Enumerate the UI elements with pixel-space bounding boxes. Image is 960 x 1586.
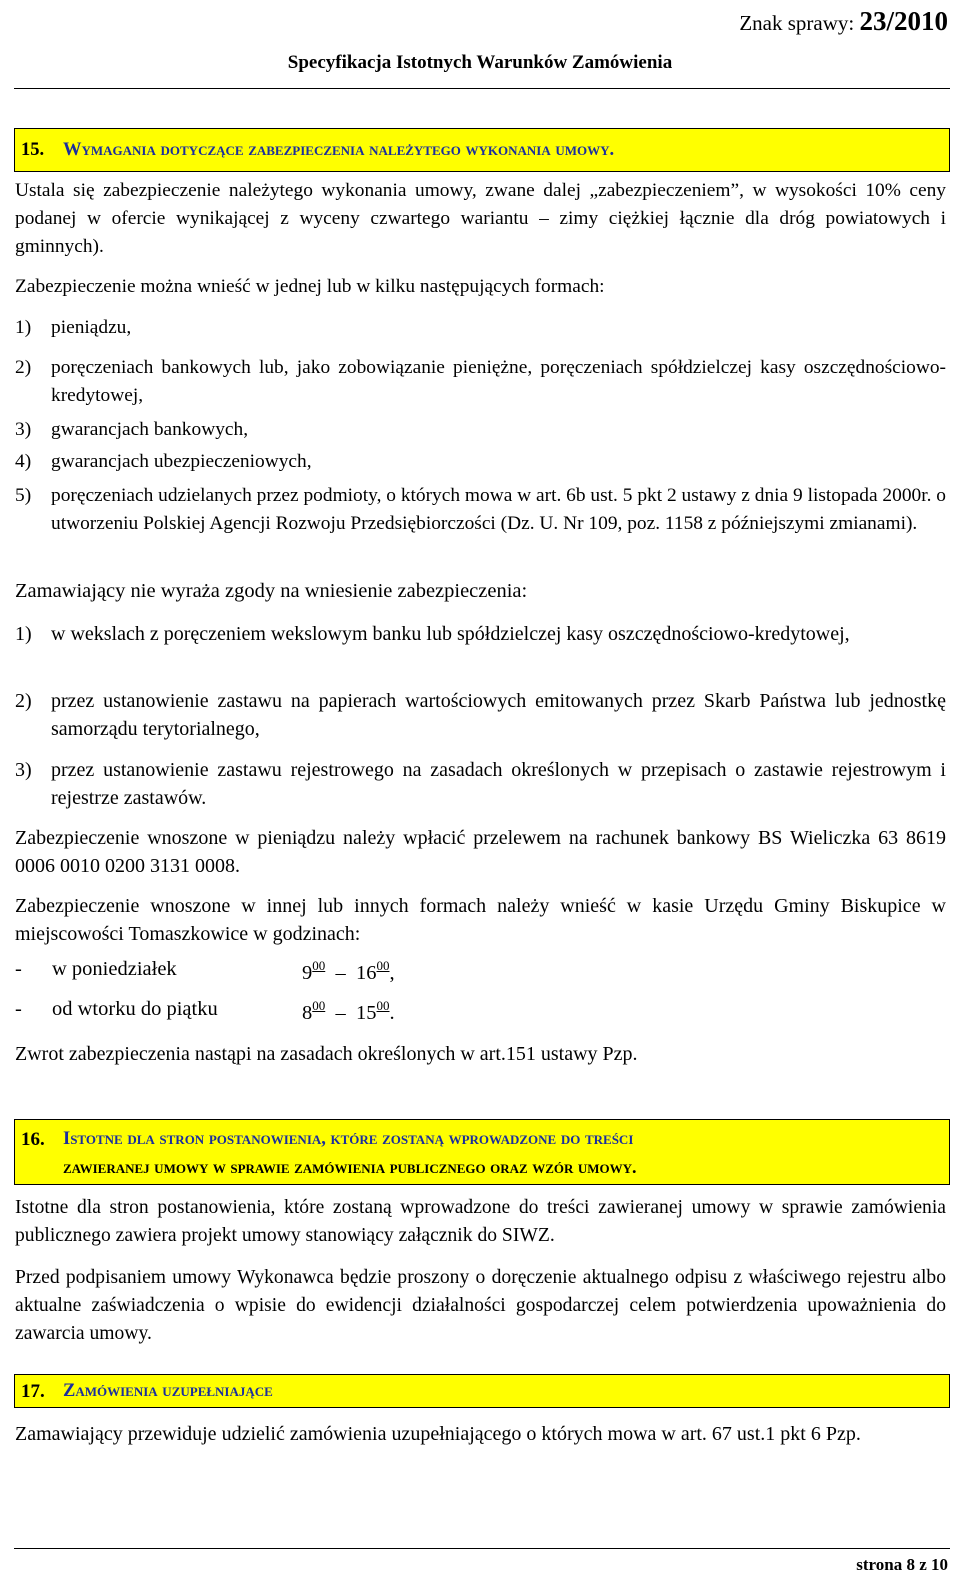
from-hour: 8 [302, 1002, 313, 1024]
case-number: 23/2010 [859, 6, 948, 36]
form-item [15, 314, 946, 342]
to-hour: 15 [356, 1002, 377, 1024]
item-text: gwarancjach bankowych, [51, 419, 249, 440]
hours-day: w poniedziałek [52, 958, 177, 980]
section-title: Zamówienia uzupełniające [63, 1381, 273, 1401]
section-15-heading [14, 128, 950, 172]
hours-range [302, 998, 395, 1025]
form-item [15, 482, 946, 538]
to-minute: 00 [376, 958, 390, 973]
item-number: 4) [15, 451, 32, 472]
spec-title: Specyfikacja Istotnych Warunków Zamówienia [287, 52, 673, 73]
item-number: 1) [15, 317, 32, 338]
item-text: gwarancjach ubezpieczeniowych, [51, 451, 312, 472]
item-text: przez ustanowienie zastawu rejestrowego na zasadach określonych w przepisach o zastawie rejestrowym i rejestrze zastawów. [51, 759, 946, 809]
item-number: 2) [15, 357, 32, 378]
section-17-p1: Zamawiający przewiduje udzielić zamówienia uzupełniającego o których mowa w art. 67 ust.1 pkt 6 Pzp. [15, 1423, 861, 1445]
item-number: 3) [15, 759, 32, 781]
item-number: 2) [15, 690, 32, 712]
no-consent-item [15, 756, 946, 812]
section-number: 17. [21, 1381, 45, 1402]
from-hour: 9 [302, 962, 313, 984]
no-consent-item [15, 687, 946, 743]
forms-intro: Zabezpieczenie można wnieść w jednej lub w kilku następujących formach: [15, 276, 605, 297]
to-hour: 16 [356, 962, 377, 984]
refund-info: Zwrot zabezpieczenia nastąpi na zasadach określonych w art.151 ustawy Pzp. [15, 1043, 638, 1065]
item-text: poręczeniach bankowych lub, jako zobowiązanie pieniężne, poręczeniach spółdzielczej kasy oszczędnościowo-kredytowej, [51, 357, 946, 406]
section-number: 15. [21, 140, 45, 160]
footer-divider [14, 1548, 950, 1549]
section-16-heading [14, 1119, 950, 1185]
item-number: 1) [15, 623, 32, 645]
hours-dash: - [15, 958, 22, 980]
item-text: pieniądzu, [51, 317, 132, 338]
case-number-header [739, 6, 948, 37]
section-15-intro: Ustala się zabezpieczenie należytego wykonania umowy, zwane dalej „zabezpieczeniem”, w wysokości 10% ceny podanej w ofercie wynikającej z wyceny czwartego wariantu – zimy ciężkiej łącznie dla dróg powiatowych i gminnych). [15, 180, 946, 257]
range-end: , [389, 962, 395, 984]
from-minute: 00 [312, 958, 326, 973]
hours-row [15, 998, 22, 1021]
no-consent-item [15, 620, 946, 648]
page-number: strona 8 z 10 [856, 1555, 948, 1574]
section-number: 16. [21, 1129, 45, 1150]
section-title-line1: Istotne dla stron postanowienia, które zostaną wprowadzone do treści [63, 1129, 634, 1149]
item-text: przez ustanowienie zastawu na papierach wartościowych emitowanych przez Skarb Państwa lub jednostkę samorządu terytorialnego, [51, 690, 946, 740]
range-dash: – [335, 1002, 346, 1024]
case-label: Znak sprawy: [739, 11, 855, 35]
item-number: 5) [15, 485, 32, 506]
section-16-p2: Przed podpisaniem umowy Wykonawca będzie proszony o doręczenie aktualnego odpisu z właściwego rejestru albo aktualne zaświadczenia o wpisie do ewidencji działalności gospodarczej celem potwierdzenia upoważnienia do zawarcia umowy. [15, 1267, 946, 1344]
item-number: 3) [15, 419, 32, 440]
hours-day: od wtorku do piątku [52, 998, 218, 1020]
hours-range [302, 958, 395, 985]
section-title: Wymagania dotyczące zabezpieczenia należytego wykonania umowy. [63, 140, 615, 160]
section-16-p1: Istotne dla stron postanowienia, które zostaną wprowadzone do treści zawieranej umowy w sprawie zamówienia publicznego zawiera projekt umowy stanowiący załącznik do SIWZ. [15, 1197, 946, 1246]
form-item [15, 354, 946, 410]
hours-dash: - [15, 998, 22, 1020]
form-item [15, 416, 946, 444]
cash-payment-info: Zabezpieczenie wnoszone w pieniądzu należy wpłacić przelewem na rachunek bankowy BS Wieliczka 63 8619 0006 0010 0200 3131 0008. [15, 827, 946, 877]
header-divider [14, 88, 950, 89]
to-minute: 00 [376, 998, 390, 1013]
item-text: w wekslach z poręczeniem wekslowym banku lub spółdzielczej kasy oszczędnościowo-kredytowej, [51, 623, 850, 645]
section-title-line2: zawieranej umowy w sprawie zamówienia publicznego oraz wzór umowy. [63, 1157, 637, 1177]
range-end: . [389, 1002, 395, 1024]
from-minute: 00 [312, 998, 326, 1013]
section-17-heading [14, 1374, 950, 1408]
range-dash: – [335, 962, 346, 984]
other-forms-info: Zabezpieczenie wnoszone w innej lub innych formach należy wnieść w kasie Urzędu Gminy Biskupice w miejscowości Tomaszkowice w godzinach: [15, 895, 946, 945]
hours-row [15, 958, 22, 981]
item-text: poręczeniach udzielanych przez podmioty, o których mowa w art. 6b ust. 5 pkt 2 ustawy z dnia 9 listopada 2000r. o utworzeniu Polskiej Agencji Rozwoju Przedsiębiorczości (Dz. U. Nr 109, poz. 1158 z późniejszymi zmianami). [51, 485, 946, 534]
no-consent-intro: Zamawiający nie wyraża zgody na wniesienie zabezpieczenia: [15, 580, 528, 602]
form-item [15, 448, 946, 476]
